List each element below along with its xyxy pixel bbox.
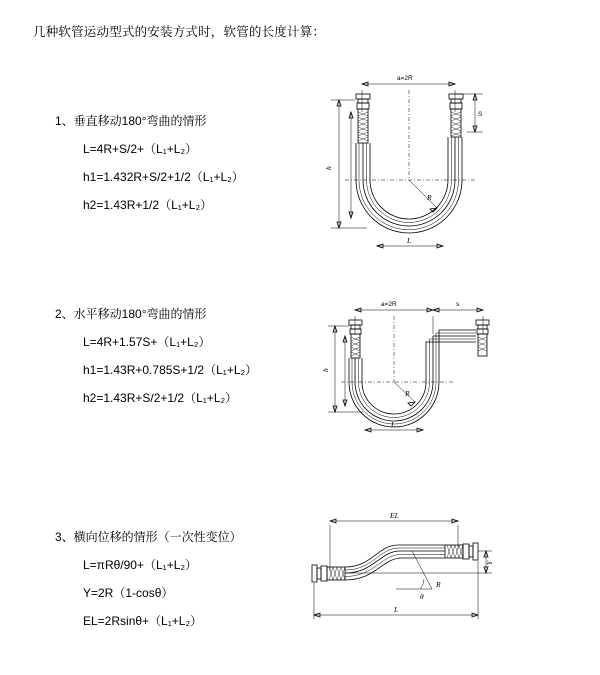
svg-text:EL: EL	[390, 511, 399, 520]
section-1-formula-2: h1=1.432R+S/2+1/2（L₁+L₂）	[83, 170, 244, 184]
svg-text:S: S	[478, 111, 483, 118]
svg-text:h: h	[324, 166, 333, 170]
section-3-formula-1: L=πRθ/90+（L₁+L₂）	[83, 558, 198, 572]
svg-text:R: R	[436, 580, 441, 589]
svg-text:θ: θ	[420, 592, 424, 601]
figure-3	[300, 505, 500, 635]
svg-text:L: L	[394, 605, 399, 614]
section-1	[55, 112, 244, 213]
section-2	[55, 305, 257, 406]
section-3-formula-2: Y=2R（1-cosθ）	[83, 586, 174, 600]
section-3-title: 3、横向位移的情形（一次性变位）	[55, 530, 242, 544]
svg-text:R: R	[427, 193, 432, 202]
page-title: 几种软管运动型式的安装方式时，软管的长度计算：	[33, 25, 326, 39]
section-1-formula-1: L=4R+S/2+（L₁+L₂）	[83, 142, 198, 156]
svg-text:L: L	[407, 236, 412, 245]
section-2-formula-1: L=4R+1.57S+（L₁+L₂）	[83, 335, 211, 349]
section-2-formula-3: h2=1.43R+S/2+1/2（L₁+L₂）	[83, 391, 238, 405]
section-2-title: 2、水平移动180°弯曲的情形	[55, 307, 207, 321]
figure-1	[315, 60, 505, 270]
svg-text:R: R	[405, 389, 410, 398]
figure-2	[315, 290, 505, 450]
section-3-formula-3: EL=2Rsinθ+（L₁+L₂）	[83, 614, 203, 628]
section-1-formula-3: h2=1.43R+1/2（L₁+L₂）	[83, 198, 213, 212]
svg-text:h: h	[321, 368, 330, 372]
svg-text:Y: Y	[485, 560, 494, 565]
section-2-formula-2: h1=1.43R+0.785S+1/2（L₁+L₂）	[83, 363, 258, 377]
svg-text:a=2R: a=2R	[397, 75, 413, 82]
section-1-title: 1、垂直移动180°弯曲的情形	[55, 114, 207, 128]
section-3	[55, 528, 242, 629]
svg-text:s: s	[456, 301, 460, 308]
svg-text:a=2R: a=2R	[381, 301, 397, 308]
svg-text:L: L	[391, 420, 396, 429]
